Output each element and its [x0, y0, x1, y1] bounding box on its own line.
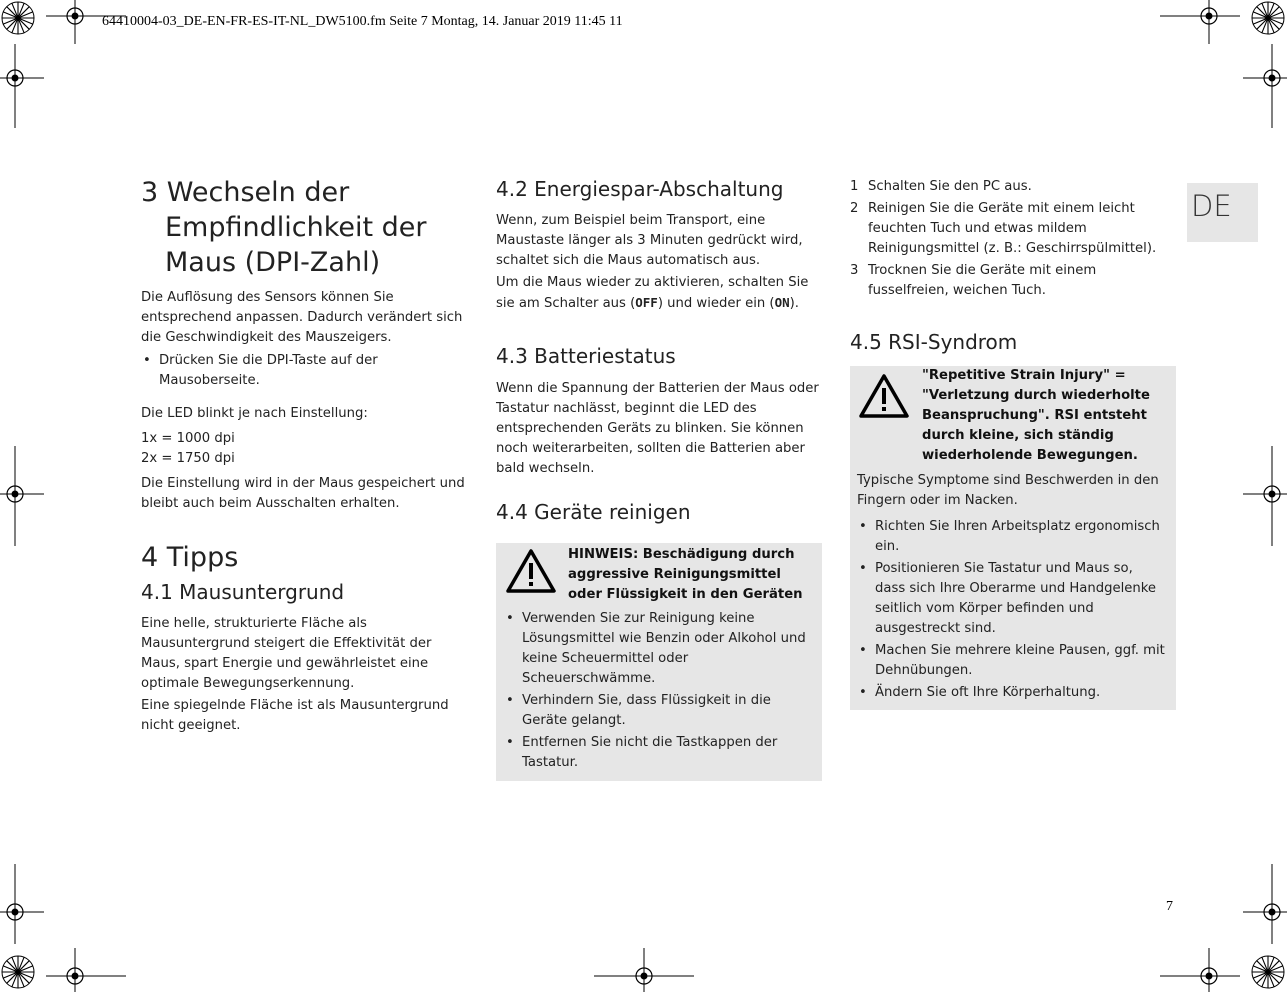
list-item: 2 Reinigen Sie die Geräte mit einem leicht feuchten Tuch und etwas mildem Reinigungsmittel (z. B.: Geschirrspülmittel). — [850, 201, 1157, 256]
chapter-4-title: 4 Tipps — [141, 542, 239, 573]
language-tab — [1187, 183, 1258, 242]
list-item: • Entfernen Sie nicht die Tastkappen der Tastatur. — [504, 733, 812, 773]
list-item: • Machen Sie mehrere kleine Pausen, ggf. mit Dehnübungen. — [857, 641, 1166, 681]
list-item: • Positionieren Sie Tastatur und Maus so, dass sich Ihre Oberarme und Handgelenke seitlich vom Körper befinden und ausgestreckt sind. — [857, 559, 1166, 639]
rsi-box — [850, 366, 1176, 710]
list-item: • Verwenden Sie zur Reinigung keine Lösungsmittel wie Benzin oder Alkohol und keine Scheuermittel oder Scheuerschwämme. — [504, 609, 812, 689]
section-4-4-title: 4.4 Geräte reinigen — [496, 500, 691, 524]
page-number: 7 — [1166, 899, 1173, 914]
rsi-list — [857, 517, 1166, 703]
section-4-1-title: 4.1 Mausuntergrund — [141, 580, 345, 604]
notice-title: HINWEIS: Beschädigung durch aggressive Reinigungsmittel oder Flüssigkeit in den Geräten — [568, 547, 803, 602]
dpi-setting-1: 1x = 1000 dpi — [141, 431, 235, 446]
section-4-1-text-2: Eine spiegelnde Fläche ist als Mausuntergrund nicht geeignet. — [141, 698, 449, 733]
print-header: 64410004-03_DE-EN-FR-ES-IT-NL_DW5100.fm Seite 7 Montag, 14. Januar 2019 11:45 11 — [102, 14, 623, 29]
notice-header — [504, 545, 812, 605]
led-text: Die LED blinkt je nach Einstellung: — [141, 406, 368, 421]
on-label: ON — [774, 295, 790, 310]
chapter-3-list — [141, 351, 469, 391]
section-4-5-title: 4.5 RSI-Syndrom — [850, 330, 1018, 354]
notice-box — [496, 543, 822, 781]
list-item: • Drücken Sie die DPI-Taste auf der Mausoberseite. — [141, 351, 469, 391]
column-right — [850, 172, 1176, 710]
dpi-setting-2: 2x = 1750 dpi — [141, 451, 235, 466]
section-4-2-text-1: Wenn, zum Beispiel beim Transport, eine Maustaste länger als 3 Minuten gedrückt wird, schaltet sich die Maus automatisch aus. — [496, 213, 803, 268]
list-item: • Ändern Sie oft Ihre Körperhaltung. — [857, 683, 1166, 703]
rsi-warning-text: "Repetitive Strain Injury" = "Verletzung durch wiederholte Beanspruchung". RSI entsteht durch kleine, sich ständig wiederholende Bewegungen. — [922, 368, 1150, 463]
warning-icon — [504, 545, 558, 595]
section-4-3-title: 4.3 Batteriestatus — [496, 344, 676, 368]
column-middle — [496, 172, 822, 781]
chapter-3-intro: Die Auflösung des Sensors können Sie entsprechend anpassen. Dadurch verändert sich die Geschwindigkeit des Mauszeigers. — [141, 290, 463, 345]
section-4-2-title: 4.2 Energiespar-Abschaltung — [496, 177, 784, 201]
section-4-1-text-1: Eine helle, strukturierte Fläche als Mausuntergrund steigert die Effektivität der Maus, spart Energie und gewährleistet eine optimale Bewegungserkennung. — [141, 616, 432, 691]
cleaning-steps — [850, 177, 1176, 301]
chapter-3-title: 3 Wechseln der Empfindlichkeit der Maus (DPI-Zahl) — [141, 177, 427, 278]
rsi-symptoms: Typische Symptome sind Beschwerden in den Fingern oder im Nacken. — [857, 473, 1159, 508]
list-item: • Verhindern Sie, dass Flüssigkeit in die Geräte gelangt. — [504, 691, 812, 731]
section-4-3-text: Wenn die Spannung der Batterien der Maus oder Tastatur nachlässt, beginnt die LED des entsprechenden Geräts zu blinken. Sie können noch weiterarbeiten, sollten die Batterien aber bald wechseln. — [496, 381, 819, 476]
column-left — [141, 172, 469, 736]
list-item: 3 Trocknen Sie die Geräte mit einem fusselfreien, weichen Tuch. — [850, 263, 1097, 298]
language-tab-label: DE — [1191, 189, 1232, 223]
list-item: • Richten Sie Ihren Arbeitsplatz ergonomisch ein. — [857, 517, 1166, 557]
list-item: 1 Schalten Sie den PC aus. — [850, 179, 1032, 194]
notice-list — [504, 609, 812, 773]
off-label: OFF — [635, 295, 658, 310]
section-4-2-text-2: Um die Maus wieder zu aktivieren, schalten Sie sie am Schalter aus (OFF) und wieder ein (ON). — [496, 275, 809, 311]
saved-text: Die Einstellung wird in der Maus gespeichert und bleibt auch beim Ausschalten erhalten. — [141, 476, 465, 511]
rsi-warning-header — [857, 366, 1166, 466]
warning-icon — [857, 366, 911, 420]
